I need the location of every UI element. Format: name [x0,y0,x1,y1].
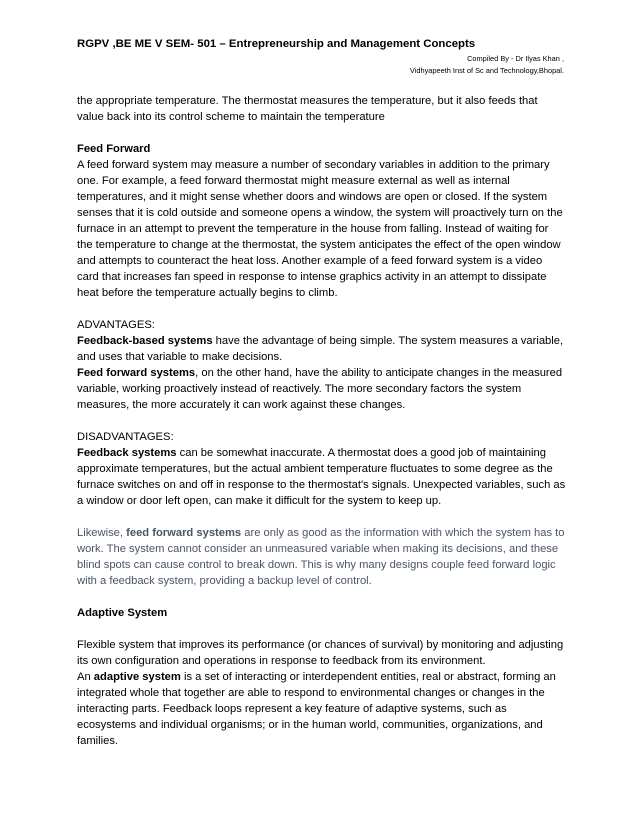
adaptive-paragraph-1: Flexible system that improves its performance (or chances of survival) by monitoring and adjusting its own configuration and operations in response to feedback from its environment. [77,639,564,667]
disadvantages-pre-2: Likewise, [77,527,127,539]
feed-forward-heading: Feed Forward [77,143,151,155]
disadvantages-text-1: can be somewhat inaccurate. A thermostat does a good job of maintaining approximate temperatures, but the actual ambient temperature fluctuates to some degree as the furnace switches on and off in response to the thermostat's signals. Unexpected variables, such as a window or door left open, can make it difficult for the system to keep up. [77,447,566,507]
adaptive-heading: Adaptive System [77,607,168,619]
disadvantages-paragraph-1 [77,445,567,509]
document-body [77,93,567,749]
disadvantages-term-1: Feedback systems [77,447,177,459]
advantages-text-1: have the advantage of being simple. The system measures a variable, and uses that variable to make decisions. [77,335,564,363]
advantages-paragraph-2 [77,365,567,413]
header-title: RGPV ,BE ME V SEM- 501 – Entrepreneurship and Management Concepts [77,38,476,50]
disadvantages-term-2: feed forward systems [126,527,242,539]
adaptive-text-2: is a set of interacting or interdependent entities, real or abstract, forming an integrated whole that together are able to respond to environmental changes or changes in the interacting parts. Feedback loops represent a key feature of adaptive systems, such as ecosystems and individual organisms; or in the human world, communities, organizations, and families. [77,671,556,747]
credit-line-1: Compiled By - Dr Ilyas Khan , [467,54,564,63]
disadvantages-paragraph-2 [77,525,567,589]
credit-line-2: Vidhyapeeth Inst of Sc and Technology,Bhopal. [409,66,564,75]
advantages-text-2: , on the other hand, have the ability to anticipate changes in the measured variable, working proactively instead of reactively. The more secondary factors the system measures, the more accurately it can work against these changes. [77,367,563,411]
disadvantages-heading: DISADVANTAGES: [77,431,174,443]
adaptive-term: adaptive system [93,671,181,683]
adaptive-pre-2: An [77,671,94,683]
advantages-term-1: Feedback-based systems [77,335,213,347]
advantages-term-2: Feed forward systems [77,367,196,379]
advantages-heading: ADVANTAGES: [77,319,155,331]
feed-forward-paragraph: A feed forward system may measure a number of secondary variables in addition to the primary one. For example, a feed forward thermostat might measure external as well as internal temperatures, and it might sense whether doors and windows are open or closed. If the system senses that it is cold outside and someone opens a window, the system will proactively turn on the furnace in an attempt to prevent the temperature in the house from falling. Instead of waiting for the temperature to change at the thermostat, the system anticipates the effect of the open window and attempts to counteract the heat loss. Another example of a feed forward system is a video card that increases fan speed in response to intense graphics activity in an attempt to dissipate heat before the temperature actually begins to climb. [77,159,563,299]
disadvantages-text-2: are only as good as the information with which the system has to work. The system cannot consider an unmeasured variable when making its decisions, and these blind spots can cause control to break down. This is why many designs couple feed forward logic with a feedback system, providing a backup level of control. [77,527,565,587]
adaptive-paragraph-2 [77,669,567,749]
intro-paragraph: the appropriate temperature. The thermostat measures the temperature, but it also feeds that value back into its control scheme to maintain the temperature [77,95,538,123]
advantages-paragraph-1 [77,333,567,365]
